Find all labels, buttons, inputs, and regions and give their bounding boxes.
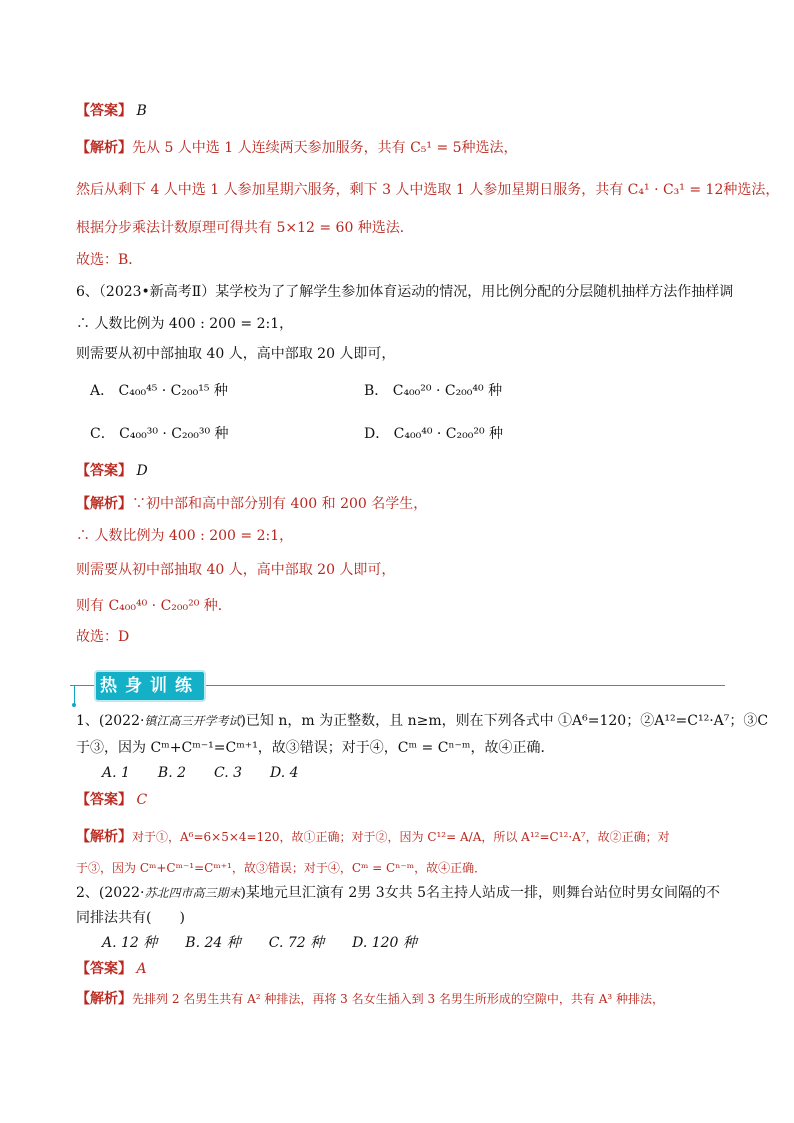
analysis-line: ∴ 人数比例为 400 : 200 = 2:1， <box>76 528 294 544</box>
answer-value: B <box>136 103 147 119</box>
analysis-row-w2 <box>76 989 664 1009</box>
question-source: 镇江高三开学考试 <box>144 714 241 728</box>
analysis-line: 故选：B． <box>76 252 143 268</box>
warmup-2-line: 同排法共有( ) <box>76 910 185 926</box>
question-text: )某地元旦汇演有 2男 3女共 5名主持人站成一排，则舞台站位时男女间隔的不 <box>240 885 721 901</box>
answer-label: 【答案】 <box>76 103 132 119</box>
analysis-row-w1 <box>76 827 670 847</box>
banner-title: 热身训练 <box>94 670 206 702</box>
answer-row-w2 <box>76 959 147 979</box>
answer-value: C <box>136 792 148 808</box>
section-banner <box>70 665 725 710</box>
analysis-label: 【解析】 <box>76 140 132 156</box>
option-d: D． C₄₀₀⁴⁰ · C₂₀₀²⁰ 种 <box>364 426 504 442</box>
analysis-text: ∵初中部和高中部分别有 400 和 200 名学生， <box>132 496 428 512</box>
option-a: A． C₄₀₀⁴⁵ · C₂₀₀¹⁵ 种 <box>90 383 228 399</box>
analysis-text: 先从 5 人中选 1 人连续两天参加服务，共有 C₅¹ = 5种选法， <box>132 140 518 156</box>
warmup-1-line: 于③，因为 Cᵐ+Cᵐ⁻¹=Cᵐ⁺¹，故③错误；对于④，Cᵐ = Cⁿ⁻ᵐ，故④正确． <box>76 740 555 756</box>
warmup-1-options: A. 1 B. 2 C. 3 D. 4 <box>102 765 299 781</box>
answer-label: 【答案】 <box>76 792 132 808</box>
answer-value: D <box>136 463 148 479</box>
question-source: 苏北四市高三期末 <box>144 886 241 900</box>
banner-rule-vertical <box>74 685 75 705</box>
answer-row-6 <box>76 461 148 481</box>
question-number: 2、(2022· <box>76 885 145 901</box>
warmup-1-line <box>76 711 768 731</box>
analysis-line: 于③，因为 Cᵐ+Cᵐ⁻¹=Cᵐ⁺¹，故③错误；对于④，Cᵐ = Cⁿ⁻ᵐ，故④正确． <box>76 861 487 875</box>
analysis-line: 根据分步乘法计数原理可得共有 5×12 = 60 种选法． <box>76 220 414 236</box>
question-text: )已知 n，m 为正整数，且 n≥m，则在下列各式中 ①A⁶=120；②A¹²=C¹²·A⁷；③C <box>240 713 769 729</box>
answer-label: 【答案】 <box>76 961 132 977</box>
analysis-line: 然后从剩下 4 人中选 1 人参加星期六服务，剩下 3 人中选取 1 人参加星期日服务，共有 C₄¹ · C₃¹ = 12种选法， <box>76 182 780 198</box>
warmup-2-line <box>76 883 720 903</box>
option-c: C． C₄₀₀³⁰ · C₂₀₀³⁰ 种 <box>90 426 229 442</box>
analysis-line: 则需要从初中部抽取 40 人，高中部取 20 人即可， <box>76 562 396 578</box>
answer-value: A <box>136 961 147 977</box>
analysis-text: 对于①，A⁶=6×5×4=120，故①正确；对于②，因为 C¹²= A/A，所以 A¹²=C¹²·A⁷，故②正确；对 <box>132 830 670 844</box>
question-6-line: ∴ 人数比例为 400 : 200 = 2:1， <box>76 316 294 332</box>
analysis-row-1 <box>76 138 518 158</box>
analysis-line: 故选：D <box>76 629 130 645</box>
answer-label: 【答案】 <box>76 463 132 479</box>
question-6-line: 则需要从初中部抽取 40 人，高中部取 20 人即可， <box>76 346 396 362</box>
analysis-text: 先排列 2 名男生共有 A² 种排法，再将 3 名女生插入到 3 名男生所形成的空隙中，共有 A³ 种排法， <box>132 992 665 1006</box>
banner-dot <box>72 703 76 707</box>
analysis-row-6 <box>76 494 427 514</box>
answer-row-w1 <box>76 790 147 810</box>
analysis-label: 【解析】 <box>76 829 132 845</box>
analysis-line: 则有 C₄₀₀⁴⁰ · C₂₀₀²⁰ 种． <box>76 598 232 614</box>
option-b: B． C₄₀₀²⁰ · C₂₀₀⁴⁰ 种 <box>364 383 503 399</box>
answer-row-1 <box>76 101 147 121</box>
warmup-2-options: A. 12 种 B. 24 种 C. 72 种 D. 120 种 <box>102 935 417 951</box>
analysis-label: 【解析】 <box>76 496 132 512</box>
question-number: 1、(2022· <box>76 713 145 729</box>
analysis-label: 【解析】 <box>76 991 132 1007</box>
question-6-line: 6、（2023•新高考Ⅱ）某学校为了了解学生参加体育运动的情况，用比例分配的分层随机抽样方法作抽样调 <box>76 284 734 300</box>
